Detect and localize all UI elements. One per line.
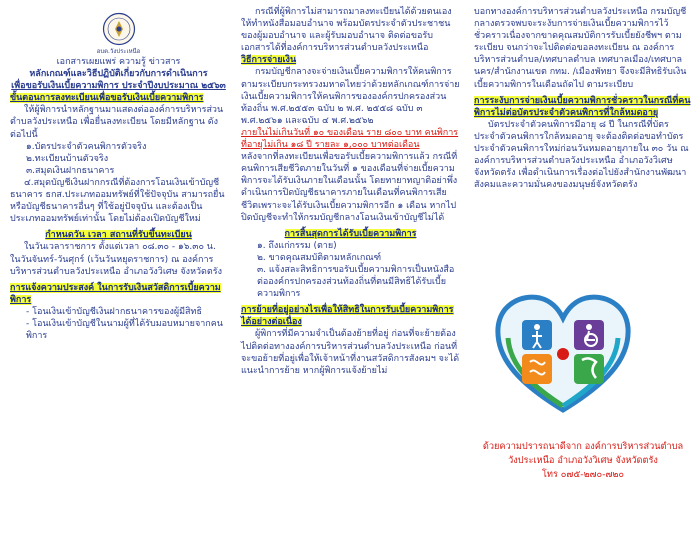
- proxy-paragraph: กรณีที่ผู้พิการไม่สามารถมาลงทะเบียนได้ด้วยตนเองให้ทำหนังสือมอบอำนาจ พร้อมบัตรประจำตัวประชาชนของผู้มอบอำนาจ และผู้รับมอบอำนาจ ติดต่อขอรับเอกสารได้ที่องค์การบริหารส่วนตำบลวังประเหนือ: [241, 7, 452, 54]
- org-seal-icon: [102, 12, 136, 46]
- preference-item: - โอนเงินเข้าบัญชีเงินฝากธนาคารของผู้มีสิทธิ: [26, 306, 202, 317]
- heading-2: หลักเกณฑ์และวิธีปฏิบัติเกี่ยวกับการดำเนินการ: [29, 69, 208, 80]
- relocation-continued: บอกทางองค์การบริหารส่วนตำบลวังประเหนือ กรมบัญชีกลางตรวจพบจะระงับการจ่ายเงินเบี้ยความพิการไว้ชั่วคราวเนื่องจากขาดคุณสมบัติการรับเบี้ยยังชีพฯ ตามระเบียบ จนกว่าจะไปติดต่อขอลงทะเบียน ณ องค์การบริหารส่วนตำบล/เทศบาลตำบล เทศบาลเมือง/เทศบาลนคร/สำนักงานเขต กทม. /เมืองพัทยา จึงจะมีสิทธิรับเงินเบี้ยความพิการในเดือนถัดไป ตามระเบียบ: [474, 7, 687, 90]
- section-title-preference: การแจ้งความประสงค์ ในการรับเงินสวัสดิการเบี้ยความพิการ: [10, 282, 221, 305]
- org-name: อบต.วังประเหนือ: [96, 48, 141, 55]
- payment-amount-note: ภายในไม่เกินวันที่ ๑๐ ของเดือน ราย ๘๐๐ บาท คนพิการที่อายุไม่เกิน ๑๘ ปี รายละ ๑,๐๐๐ บาทต่อเดือน: [241, 127, 459, 151]
- termination-item: ๒. ขาดคุณสมบัติตามหลักเกณฑ์: [257, 252, 382, 263]
- registration-intro: ให้ผู้พิการนำหลักฐานมาแสดงต่อองค์การบริหารส่วนตำบลวังประเหนือ เพื่อยื่นลงทะเบียน โดยมีหลักฐาน ดังต่อไปนี้: [10, 105, 224, 140]
- termination-item: ๑. ถึงแก่กรรม (ตาย): [257, 240, 337, 251]
- column-2: [233, 0, 466, 541]
- footer-phone: โทร ๐๗๕-๒๗๐-๗๒๐: [541, 469, 625, 480]
- section-title-suspension: การระงับการจ่ายเงินเบี้ยความพิการชั่วคราวในกรณีที่คนพิการไม่ต่อบัตรประจำตัวคนพิการที่ใกล้หมดอายุ: [474, 95, 691, 118]
- footer-line-2: วังประเหนือ อำเภอวังวิเศษ จังหวัดตรัง: [508, 455, 658, 466]
- card-renewal-paragraph: บัตรประจำตัวคนพิการมีอายุ ๘ ปี ในกรณีที่บัตรประจำตัวคนพิการใกล้หมดอายุ จะต้องติดต่อขอทำบัตรประจำตัวคนพิการใหม่ก่อนวันหมดอายุภายใน ๓๐ วัน ณ องค์การบริหารส่วนตำบลวังประเหนือ อำเภอวังวิเศษ จังหวัดตรัง เพื่อดำเนินการเรื่องต่อไปยังสำนักงานพัฒนาสังคมและความมั่นคงของมนุษย์จังหวัดตรัง: [474, 119, 689, 191]
- preference-item: - โอนเงินเข้าบัญชีในนามผู้ที่ได้รับมอบหมายจากคนพิการ: [26, 318, 223, 342]
- section-title-relocation: การย้ายที่อยู่อย่างไรเพื่อให้สิทธิในการรับเบี้ยความพิการได้อย่างต่อเนื่อง: [241, 305, 454, 328]
- death-paragraph: หลังจากที่ลงทะเบียนเพื่อขอรับเบี้ยความพิการแล้ว กรณีที่คนพิการเสียชีวิตภายในวันที่ ๑ ของเดือนที่จ่ายเบี้ยความพิการจะได้รับเงินภายในเดือนนั้น โดยทายาทญาติอย่าพึ่งดำเนินการปิดบัญชีธนาคารภายในเดือนที่คนพิการเสียชีวิตเพราะจะได้รับเงินเบี้ยความพิการอีก ๑ เดือน หากไปปิดบัญชีจะทำให้กรมบัญชีกลางโอนเงินเข้าบัญชีไม่ได้: [241, 152, 458, 223]
- section-title-payment: วิธีการจ่ายเงิน: [241, 55, 297, 66]
- schedule-text: ในวันเวลาราชการ ตั้งแต่เวลา ๐๘.๓๐ - ๑๖.๓๐ น. ในวันจันทร์-วันศุกร์ (เว้นวันหยุดราชการ) ณ องค์การบริหารส่วนตำบลวังประเหนือ อำเภอวังวิเศษ จังหวัดตรัง: [10, 242, 222, 277]
- doc-item: ๓.สมุดเงินฝากธนาคาร: [26, 165, 115, 176]
- column-1: [0, 0, 233, 541]
- section-title-schedule: กำหนดวัน เวลา สถานที่รับขึ้นทะเบียน: [45, 230, 192, 241]
- section-title-registration: ขั้นตอนการลงทะเบียนเพื่อขอรับเงินเบี้ยความพิการ: [10, 93, 204, 104]
- section-title-termination: การสิ้นสุดการได้รับเบี้ยความพิการ: [284, 228, 417, 239]
- termination-item: ๓. แจ้งสละสิทธิการขอรับเบี้ยความพิการเป็นหนังสือต่อองค์กรปกครองส่วนท้องถิ่นที่ตนมีสิทธิได้รับเบี้ยความพิการ: [257, 264, 455, 300]
- disability-heart-emblem-icon: [492, 290, 634, 415]
- doc-item: ๒.ทะเบียนบ้านตัวจริง: [26, 153, 109, 164]
- doc-item: ๑.บัตรประจำตัวคนพิการตัวจริง: [26, 141, 147, 152]
- relocation-paragraph: ผู้พิการที่มีความจำเป็นต้องย้ายที่อยู่ ก่อนที่จะย้ายต้องไปติดต่อทางองค์การบริหารส่วนตำบลวังประเหนือ ก่อนที่จะขอย้ายที่อยู่เพื่อให้เจ้าหน้าที่งานสวัสดิการสังคมฯ จะได้แนะนำการย้าย หากผู้พิการแจ้งย้ายไม่: [241, 329, 460, 376]
- footer: [470, 440, 696, 482]
- heading-3: เพื่อขอรับเงินเบี้ยความพิการ ประจำปีงบประมาณ ๒๕๖๓: [11, 81, 226, 92]
- footer-line-1: ด้วยความปรารถนาดีจาก องค์การบริหารส่วนตำบล: [482, 441, 684, 452]
- doc-item: ๔.สมุดบัญชีเงินฝากกรณีที่ต้องการโอนเงินเข้าบัญชีธนาคาร ธกส.ประเภทออมทรัพย์ที่ใช้ปัจจุบัน สามารถยื่นหรือบัญชีธนาคารอื่นๆ ที่ใช้อยู่ปัจจุบัน และต้องเป็นประเภทออมทรัพย์เท่านั้น โดยไม่ต้องเปิดบัญชีใหม่: [10, 177, 225, 225]
- payment-paragraph: กรมบัญชีกลางจะจ่ายเงินเบี้ยความพิการให้คนพิการ ตามระเบียบกระทรวงมหาดไทยว่าด้วยหลักเกณฑ์การจ่ายเงินเบี้ยความพิการให้คนพิการขององค์กรปกครองส่วนท้องถิ่น พ.ศ.๒๕๕๓ ฉบับ ๒ พ.ศ. ๒๕๕๘ ฉบับ ๓ พ.ศ.๒๕๖๑ และฉบับ ๔ พ.ศ.๒๕๖๒: [241, 67, 460, 126]
- heading-1: เอกสารเผยแพร่ ความรู้ ข่าวสาร: [56, 57, 181, 67]
